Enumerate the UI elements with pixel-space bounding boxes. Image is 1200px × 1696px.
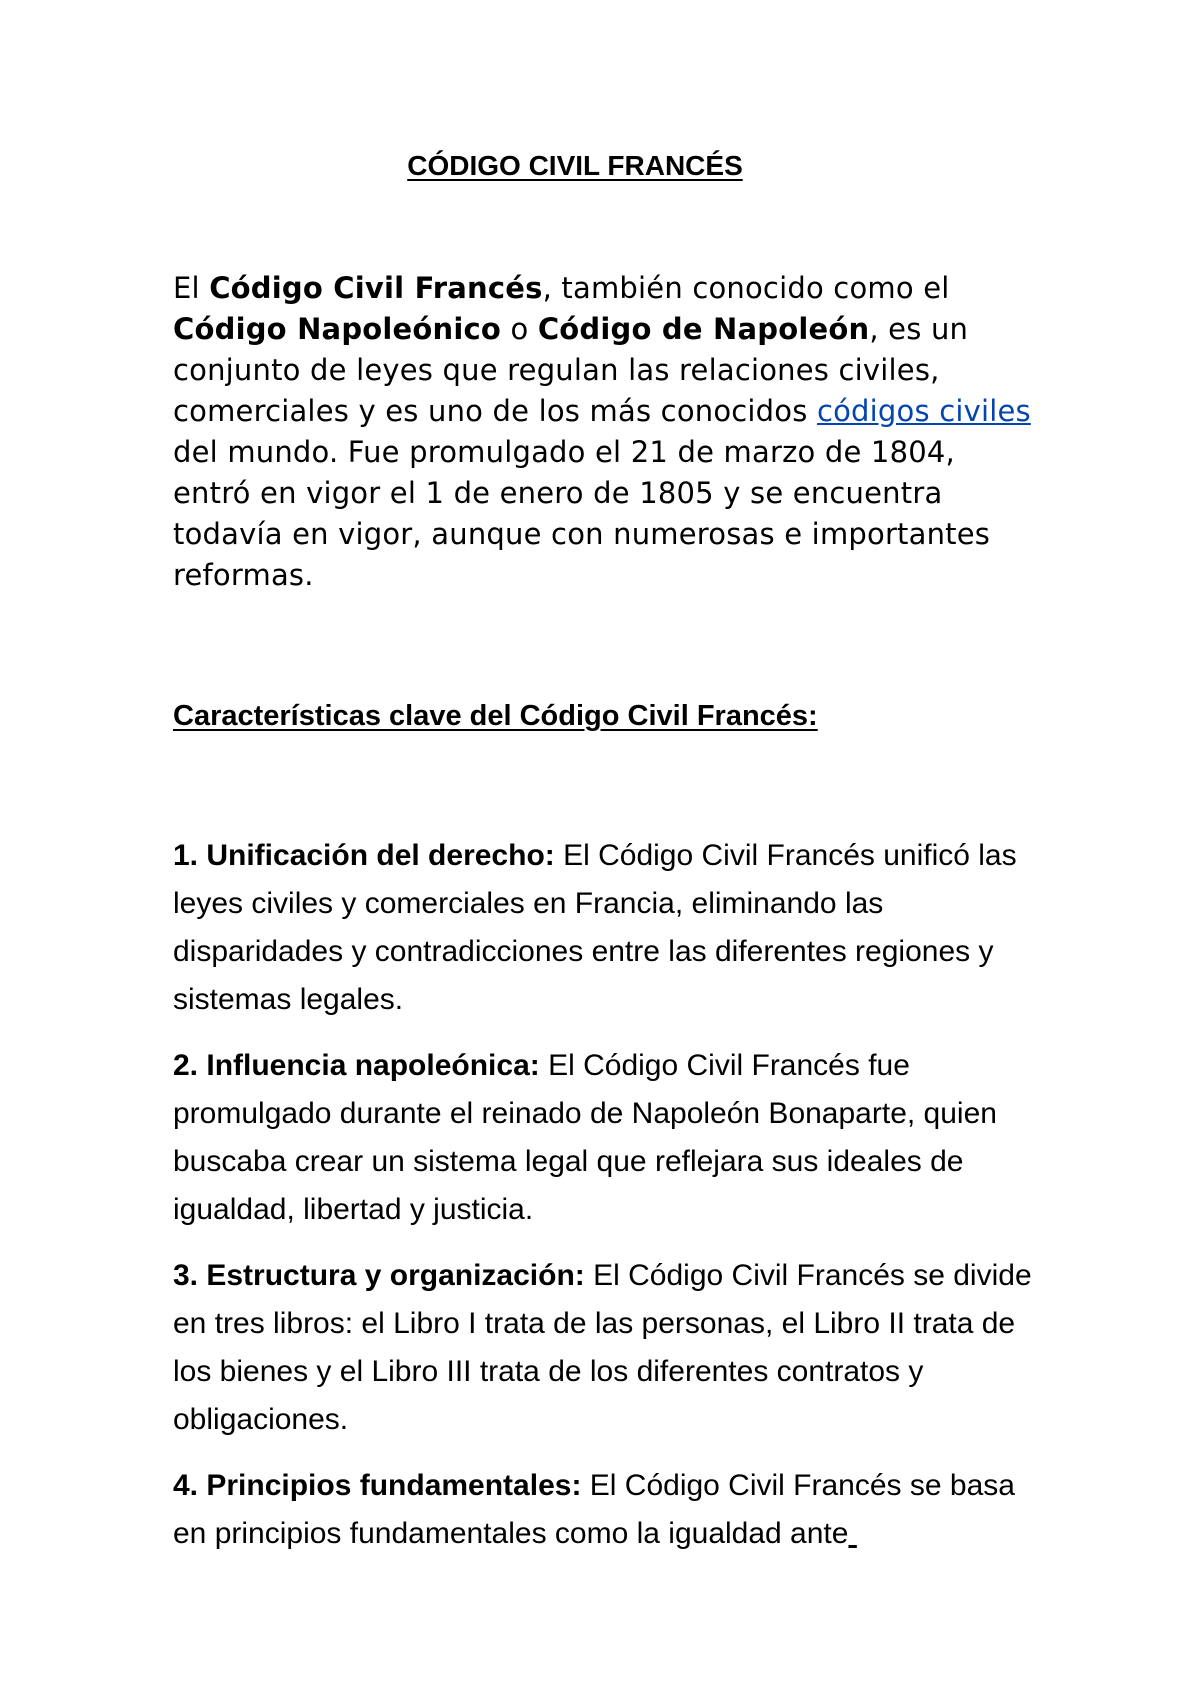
- list-item: [173, 1462, 1053, 1558]
- intro-paragraph: [173, 268, 1033, 596]
- item-lead: 3. Estructura y organización:: [173, 1259, 585, 1292]
- codigos-civiles-link[interactable]: códigos civiles: [816, 394, 1031, 428]
- item-text: El Código Civil Francés fue promulgado durante el reinado de Napoleón Bonaparte, quien buscaba crear un sistema legal que reflejara sus ideales de igualdad, libertad y justicia.: [173, 1049, 997, 1226]
- section-heading: Características clave del Código Civil Francés:: [173, 700, 818, 732]
- intro-bold-napoleon: Código de Napoleón: [537, 312, 870, 346]
- list-item: [173, 832, 1053, 1024]
- item-lead: 4. Principios fundamentales:: [173, 1469, 582, 1502]
- document-title: CÓDIGO CIVIL FRANCÉS: [407, 150, 743, 181]
- intro-bold-codigo-civil: Código Civil Francés: [209, 271, 543, 305]
- item-lead: 2. Influencia napoleónica:: [173, 1049, 540, 1082]
- item-text: El Código Civil Francés se divide en tres libros: el Libro I trata de las personas, el Libro II trata de los bienes y el Libro III trata de los diferentes contratos y obligaciones.: [173, 1259, 1032, 1436]
- list-item: [173, 1042, 1053, 1234]
- trailing-underline-mark: [848, 1517, 856, 1550]
- intro-bold-napoleonico: Código Napoleónico: [173, 312, 502, 346]
- characteristics-list: [173, 832, 1053, 1576]
- item-lead: 1. Unificación del derecho:: [173, 839, 555, 872]
- intro-text-2: , también conocido como el: [542, 271, 950, 305]
- item-text: El Código Civil Francés unificó las leyes civiles y comerciales en Francia, eliminando las disparidades y contradicciones entre las diferentes regiones y sistemas legales.: [173, 839, 1017, 1016]
- item-text: El Código Civil Francés se basa en principios fundamentales como la igualdad ante: [173, 1469, 1015, 1550]
- intro-text-3: o: [501, 312, 538, 346]
- intro-text-4: , es un conjunto de leyes que regulan las relaciones civiles, comerciales y es uno de los más conocidos: [173, 312, 969, 428]
- list-item: [173, 1252, 1053, 1444]
- intro-text-5: del mundo. Fue promulgado el 21 de marzo de 1804, entró en vigor el 1 de enero de 1805 y se encuentra todavía en vigor, aunque con numerosas e importantes reformas.: [173, 435, 991, 592]
- intro-text-1: El: [173, 271, 210, 305]
